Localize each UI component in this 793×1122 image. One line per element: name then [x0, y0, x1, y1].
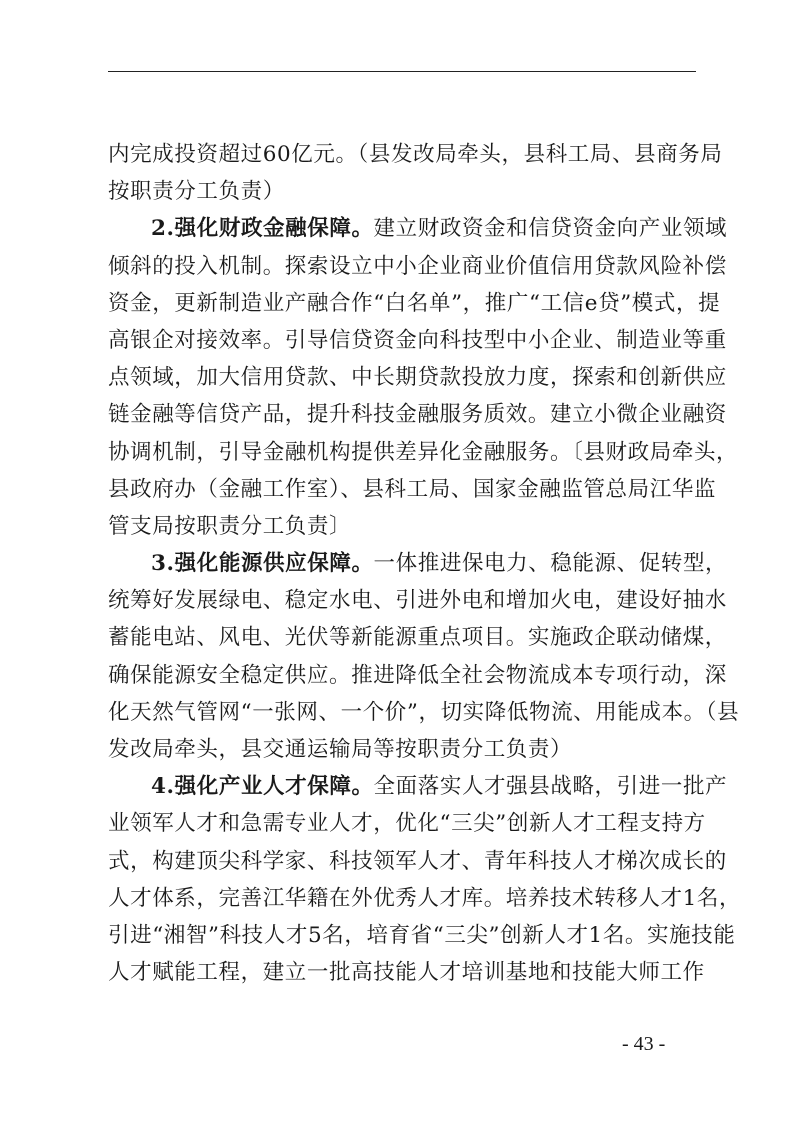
body-text-line	[108, 619, 727, 656]
line-text: 点领域，加大信用贷款、中长期贷款投放力度，探索和创新供应	[108, 365, 727, 391]
body-text-line	[108, 248, 727, 285]
document-body	[108, 136, 742, 991]
line-text: 倾斜的投入机制。探索设立中小企业商业价值信用贷款风险补偿	[108, 253, 727, 279]
body-text-line	[108, 954, 705, 991]
body-text-line	[108, 471, 717, 508]
body-text-line	[108, 136, 723, 173]
body-text-line	[108, 917, 736, 954]
line-text: 蓄能电站、风电、光伏等新能源重点项目。实施政企联动储煤，	[108, 625, 727, 651]
body-text-line	[108, 396, 727, 433]
section-heading: 4.强化产业人才保障。	[151, 774, 374, 800]
body-text-line	[108, 508, 696, 545]
section-heading-line	[108, 768, 728, 805]
body-text-line	[108, 173, 696, 210]
body-text-line	[108, 285, 721, 322]
line-text: 县政府办（金融工作室）、县科工局、国家金融监管总局江华监	[108, 476, 717, 502]
line-text: 引进“湘智”科技人才5名，培育省“三尖”创新人才1名。实施技能	[108, 922, 736, 948]
section-heading-line	[108, 545, 728, 582]
line-text: 链金融等信贷产品，提升科技金融服务质效。建立小微企业融资	[108, 402, 727, 428]
line-text: 一体推进保电力、稳能源、促转型，	[373, 551, 728, 577]
body-text-line	[108, 843, 727, 880]
line-text: 业领军人才和急需专业人才，优化“三尖”创新人才工程支持方	[108, 811, 706, 837]
body-text-line	[108, 805, 706, 842]
body-text-line	[108, 582, 727, 619]
page-number: - 43 -	[622, 1033, 666, 1055]
body-text-line	[108, 359, 727, 396]
body-text-line	[108, 434, 739, 471]
body-text-line	[108, 694, 740, 731]
line-text: 建立财政资金和信贷资金向产业领域	[373, 216, 728, 242]
line-text: 人才体系，完善江华籍在外优秀人才库。培养技术转移人才1名，	[108, 885, 742, 911]
body-text-line	[108, 880, 742, 917]
line-text: 协调机制，引导金融机构提供差异化金融服务。〔县财政局牵头，	[108, 439, 739, 465]
body-text-line	[108, 657, 727, 694]
line-text: 式，构建顶尖科学家、科技领军人才、青年科技人才梯次成长的	[108, 848, 727, 874]
body-text-line	[108, 731, 696, 768]
line-text: 全面落实人才强县战略，引进一批产	[373, 774, 728, 800]
line-text: 人才赋能工程，建立一批高技能人才培训基地和技能大师工作	[108, 960, 705, 986]
line-text: 发改局牵头，县交通运输局等按职责分工负责）	[108, 737, 573, 762]
header-rule	[108, 71, 696, 72]
line-text: 统筹好发展绿电、稳定水电、引进外电和增加火电，建设好抽水	[108, 588, 727, 614]
body-text-line	[108, 322, 727, 359]
section-heading: 3.强化能源供应保障。	[151, 551, 374, 577]
line-text: 管支局按职责分工负责〕	[108, 513, 352, 539]
line-text: 化天然气管网“一张网、一个价”，切实降低物流、用能成本。（县	[108, 699, 740, 725]
line-text: 资金，更新制造业产融合作“白名单”，推广“工信e贷”模式，提	[108, 290, 721, 316]
line-text: 确保能源安全稳定供应。推进降低全社会物流成本专项行动，深	[108, 662, 727, 688]
section-heading: 2.强化财政金融保障。	[151, 216, 374, 242]
section-heading-line	[108, 210, 728, 247]
line-text: 按职责分工负责）	[108, 179, 285, 205]
line-text: 内完成投资超过60亿元。（县发改局牵头，县科工局、县商务局	[108, 142, 723, 167]
line-text: 高银企对接效率。引导信贷资金向科技型中小企业、制造业等重	[108, 327, 727, 353]
